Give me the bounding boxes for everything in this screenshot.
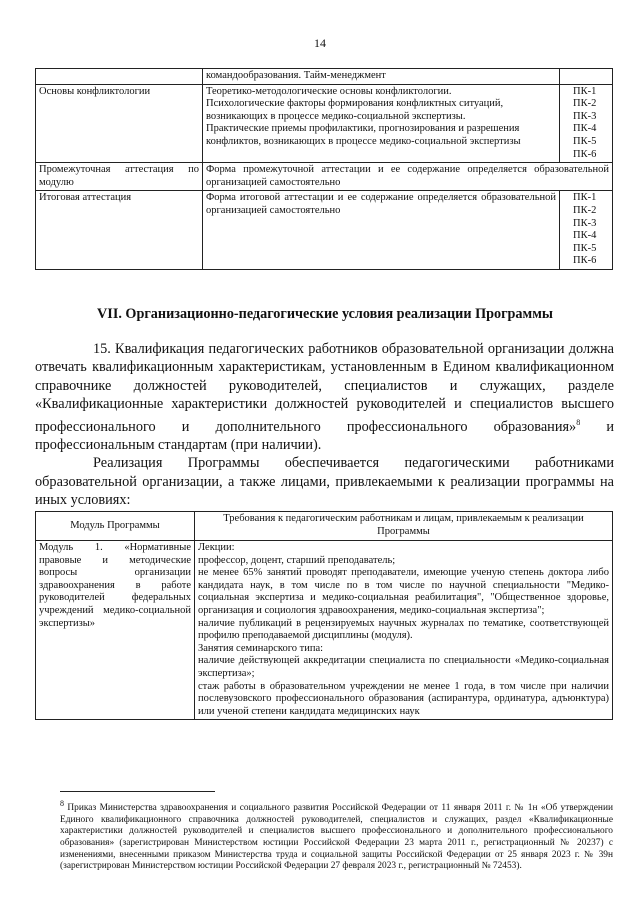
content-cell [203,84,560,163]
content-cell: командообразования. Тайм-менеджмент [203,69,560,85]
competency-code: ПК-1 [573,85,597,97]
requirement-item: наличие публикаций в рецензируемых научных журналах по тематике, соответствующей профилю преподаваемой дисциплины (модуля). [198,617,609,642]
requirement-item: профессор, доцент, старший преподаватель; [198,554,396,566]
competency-cell [560,69,613,85]
requirements-cell [195,541,613,720]
competency-code: ПК-4 [573,123,597,135]
table-row [36,163,613,191]
module-cell: Промежуточная аттестация по модулю [36,163,203,191]
competency-code: ПК-2 [573,98,597,110]
footnote-text: Приказ Министерства здравоохранения и социального развития Российской Федерации от 11 января 2011 г. № 1н «Об утверждении Единого квалификационного справочника должностей руководителей, специалистов и служащих, раздел «Квалификационные характеристики должностей руководителей и специалистов высшего профессионального и дополнительного профессионального образования» (зарегистрирован Министерством юстиции Российской Федерации 23 марта 2011 г., регистрационный № 20237) с изменениями, внесенными приказом Министерства труда и социальной защиты Российской Федерации от 25 января 2023 г. № 39н (зарегистрирован Министерством юстиции Российской Федерации 27 февраля 2023 г., регистрационный № 72453). [60,803,613,872]
paragraph-qualification [35,340,614,454]
paragraph-text: и профессиональным стандартам (при наличии). [35,418,614,453]
content-line: Теоретико-методологические основы конфликтологии. [206,85,452,97]
module-cell: Модуль 1. «Нормативные правовые и методические вопросы организации здравоохранения в работе руководителей федеральных учреждений медико-социальной экспертизы» [36,541,195,720]
competency-code: ПК-1 [573,192,597,204]
competency-cell [560,84,613,163]
module-cell [36,69,203,85]
competency-code: ПК-6 [573,255,597,267]
content-line: Психологические факторы формирования конфликтных ситуаций, [206,98,504,110]
competency-code: ПК-5 [573,135,597,147]
requirement-item: Лекции: [198,542,235,553]
requirements-table [35,511,613,720]
table-row [36,191,613,270]
curriculum-table [35,68,613,270]
content-cell: Форма итоговой аттестации и ее содержание определяется образовательной организацией самостоятельно [203,191,560,270]
table-row [36,69,613,85]
content-line: возникающих в процессе медико-социальной экспертизы. [206,110,466,122]
footnote-separator [60,791,215,792]
page-number: 14 [314,36,326,50]
header-requirements: Требования к педагогическим работникам и лицам, привлекаемым к реализации Программы [195,512,613,541]
competency-code: ПК-3 [573,110,597,122]
footnote-mark: 8 [60,799,64,808]
requirement-item: наличие действующей аккредитации специалиста по специальности «Медико-социальная экспертиза»; [198,655,609,679]
competency-code: ПК-3 [573,217,597,229]
table-header-row [36,512,613,541]
competency-code: ПК-4 [573,230,597,242]
competency-code: ПК-5 [573,242,597,254]
footnote [60,798,613,873]
footnote-reference[interactable]: 8 [576,417,581,427]
requirement-item: Занятия семинарского типа: [198,642,324,654]
content-cell: Форма промежуточной аттестации и ее содержание определяется образовательной организацией самостоятельно [203,163,613,191]
section-heading: VII. Организационно-педагогические условия реализации Программы [97,306,553,322]
table-row [36,84,613,163]
requirement-item: не менее 65% занятий проводят преподаватели, имеющие ученую степень доктора либо кандидата наук, в том числе по в том числе по научной специальности "Медико-социальная экспертиза и медико-социальная реабилитация", "Общественное здоровье, организация и социология здравоохранения, медико-социальная экспертиза"; [198,567,609,616]
paragraph-text: 15. Квалификация педагогических работников образовательной организации должна отвечать квалификационным характеристикам, установленным в Едином квалификационном справочнике должностей руководителей, специалистов и служащих, разделе «Квалификационные характеристики должностей руководителей и специалистов высшего профессионального и дополнительного профессионального образования» [35,341,614,435]
content-line: Практические приемы профилактики, прогнозирования и разрешения [206,123,520,135]
competency-code: ПК-6 [573,148,597,160]
content-line: конфликтов, возникающих в процессе медико-социальной экспертизы [206,135,521,147]
requirement-item: стаж работы в образовательном учреждении не менее 1 года, в том числе при наличии послевузовского профессионального образования (аспирантура, ординатура, адъюнктура) или ученой степени кандидата медицинских наук [198,680,609,717]
module-cell: Итоговая аттестация [36,191,203,270]
table-row [36,541,613,720]
competency-code: ПК-2 [573,204,597,216]
module-cell: Основы конфликтологии [36,84,203,163]
body-text [35,340,614,509]
paragraph-implementation: Реализация Программы обеспечивается педагогическими работниками образовательной организации, а также лицами, привлекаемыми к реализации программы на иных условиях: [35,455,614,509]
competency-cell [560,191,613,270]
header-module: Модуль Программы [36,512,195,541]
